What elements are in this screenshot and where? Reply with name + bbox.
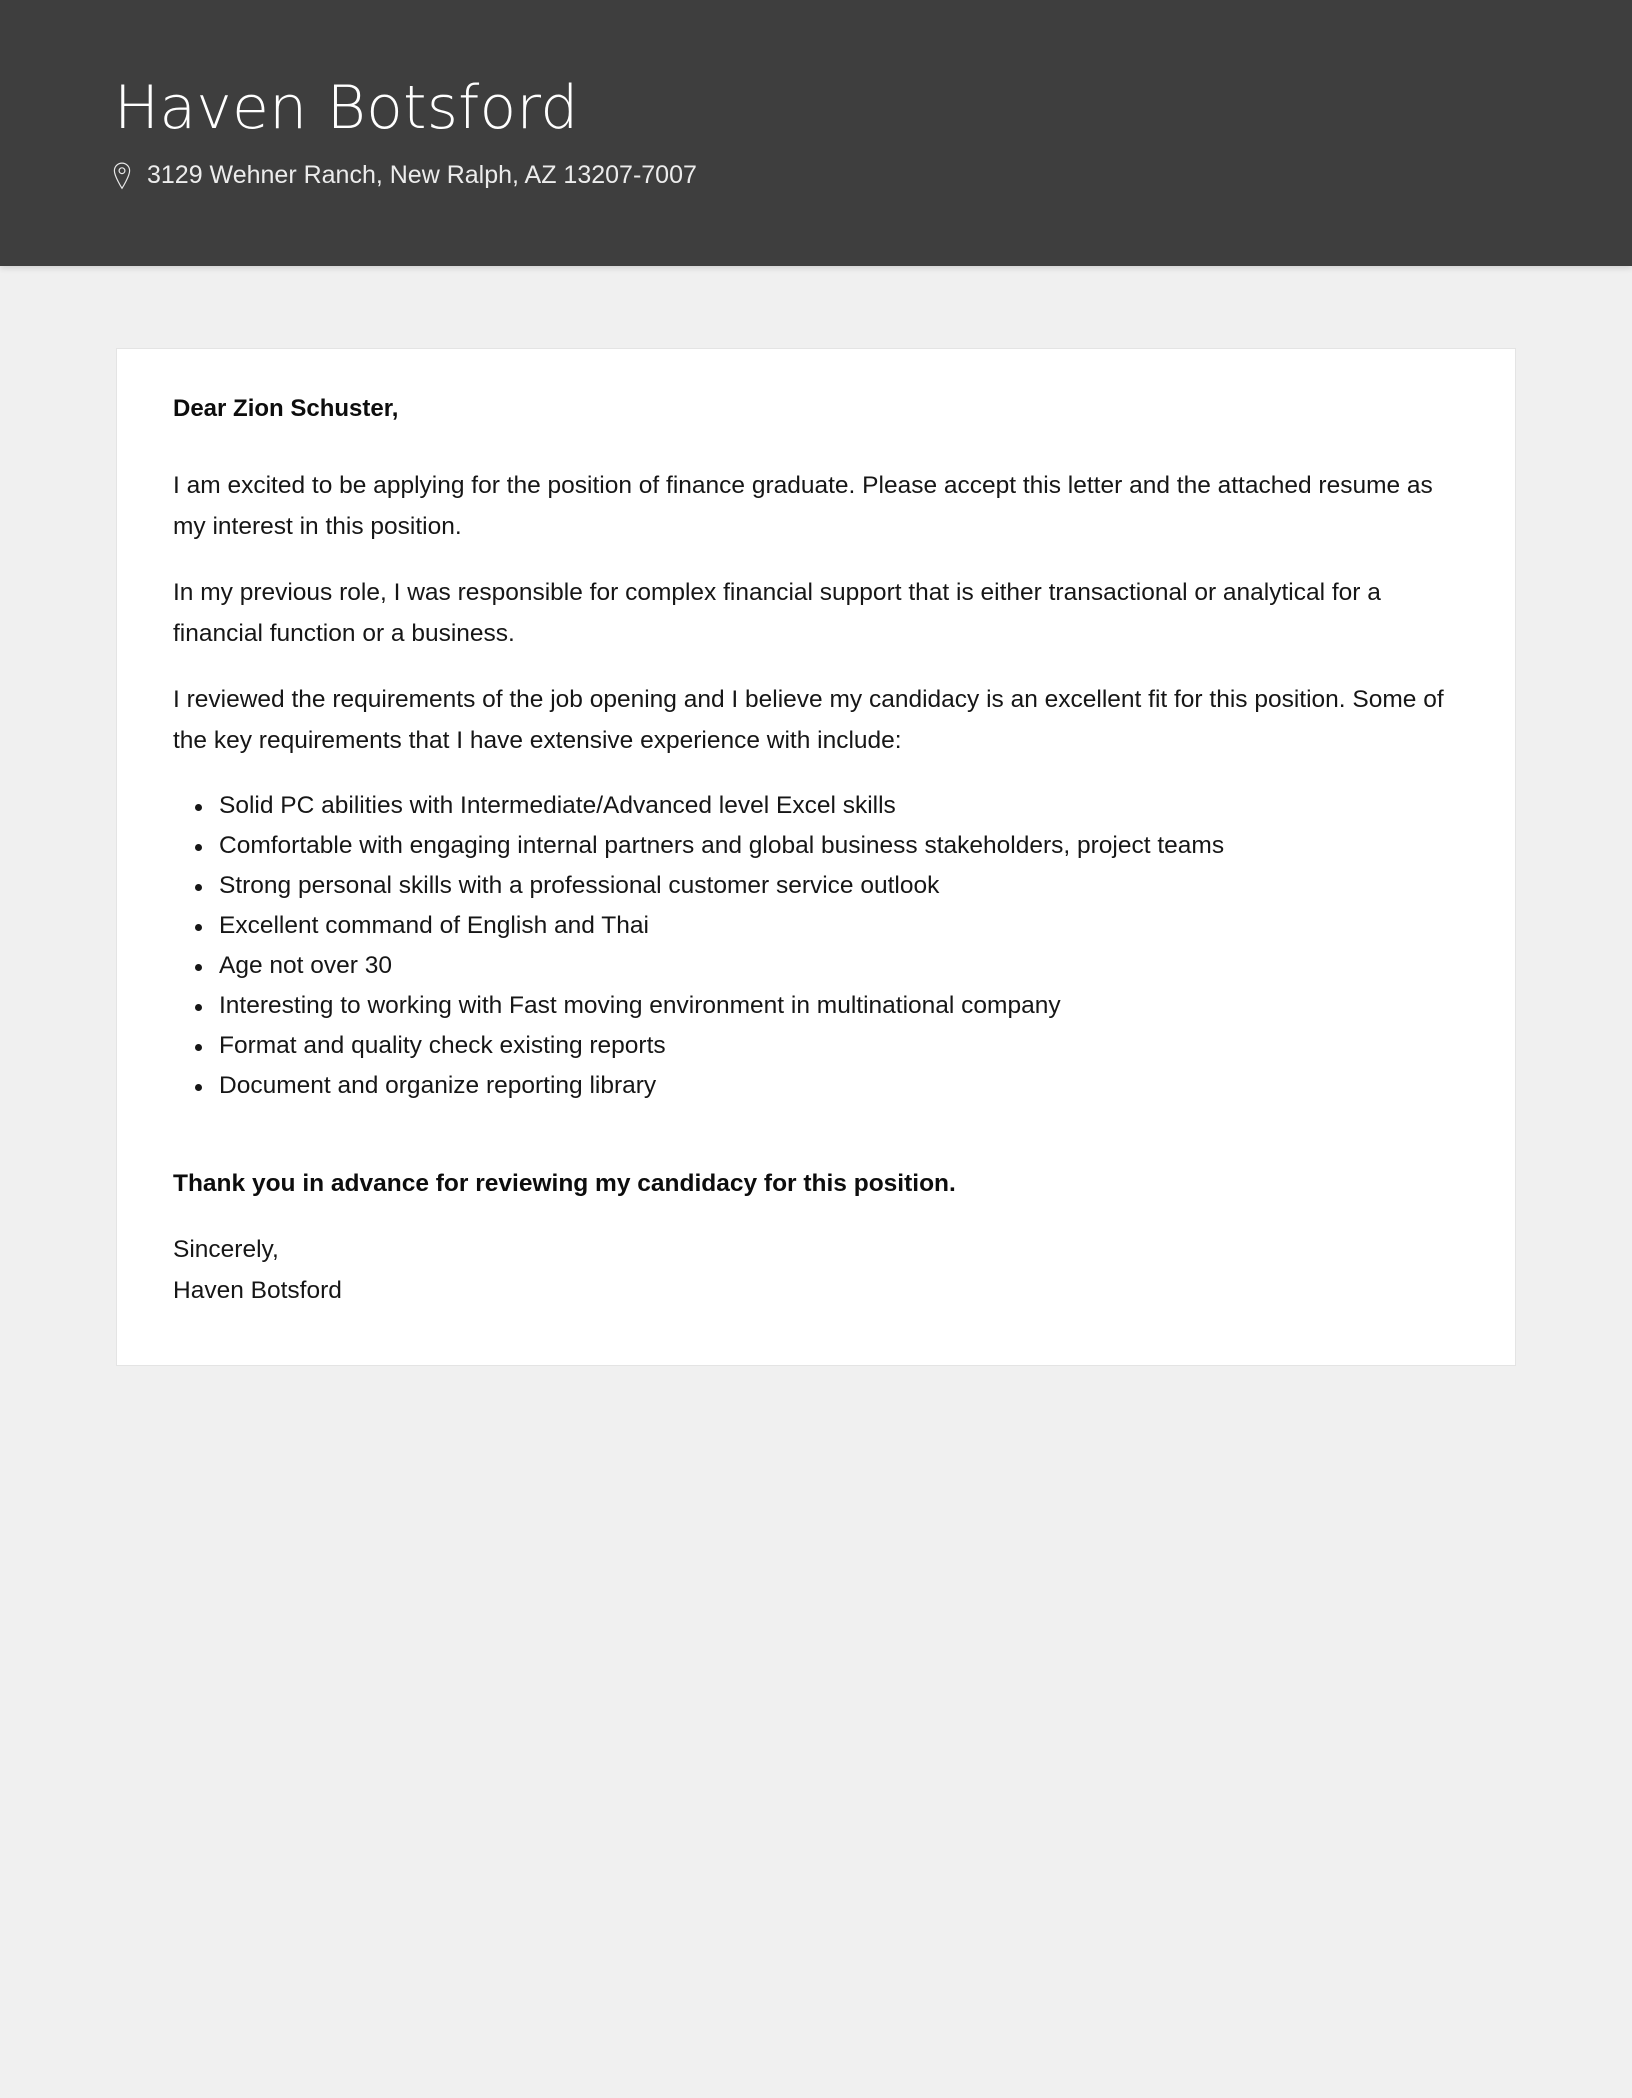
list-item: Document and organize reporting library (173, 1066, 1459, 1106)
list-item: Comfortable with engaging internal partners and global business stakeholders, project teams (173, 826, 1459, 866)
page-header (0, 0, 1632, 266)
list-item: Excellent command of English and Thai (173, 906, 1459, 946)
page-body (0, 266, 1632, 1366)
list-item: Interesting to working with Fast moving environment in multinational company (173, 986, 1459, 1026)
letter-paragraph-1: I am excited to be applying for the position of finance graduate. Please accept this letter and the attached resume as my interest in this position. (173, 472, 1433, 541)
list-item: Format and quality check existing reports (173, 1026, 1459, 1066)
closing-statement: Thank you in advance for reviewing my candidacy for this position. (173, 1170, 956, 1198)
list-item: Strong personal skills with a professional customer service outlook (173, 866, 1459, 906)
signoff-closing: Sincerely, (173, 1236, 279, 1264)
list-item: Age not over 30 (173, 946, 1459, 986)
address-text: 3129 Wehner Ranch, New Ralph, AZ 13207-7007 (147, 161, 697, 189)
salutation: Dear Zion Schuster, (173, 395, 399, 422)
letter-paragraph-3: I reviewed the requirements of the job opening and I believe my candidacy is an excellent fit for this position. Some of the key requirements that I have extensive experience with include: (173, 686, 1444, 755)
signoff-name: Haven Botsford (173, 1277, 342, 1305)
letter-paragraph-2: In my previous role, I was responsible for complex financial support that is either transactional or analytical for a financial function or a business. (173, 579, 1381, 648)
requirements-list (173, 786, 1459, 1106)
list-item: Solid PC abilities with Intermediate/Advanced level Excel skills (173, 786, 1459, 826)
contact-line (111, 162, 1632, 190)
signoff (173, 1229, 1459, 1311)
letter-card (116, 348, 1516, 1366)
map-pin-icon (111, 162, 133, 190)
page-title: Haven Botsford (114, 72, 579, 143)
